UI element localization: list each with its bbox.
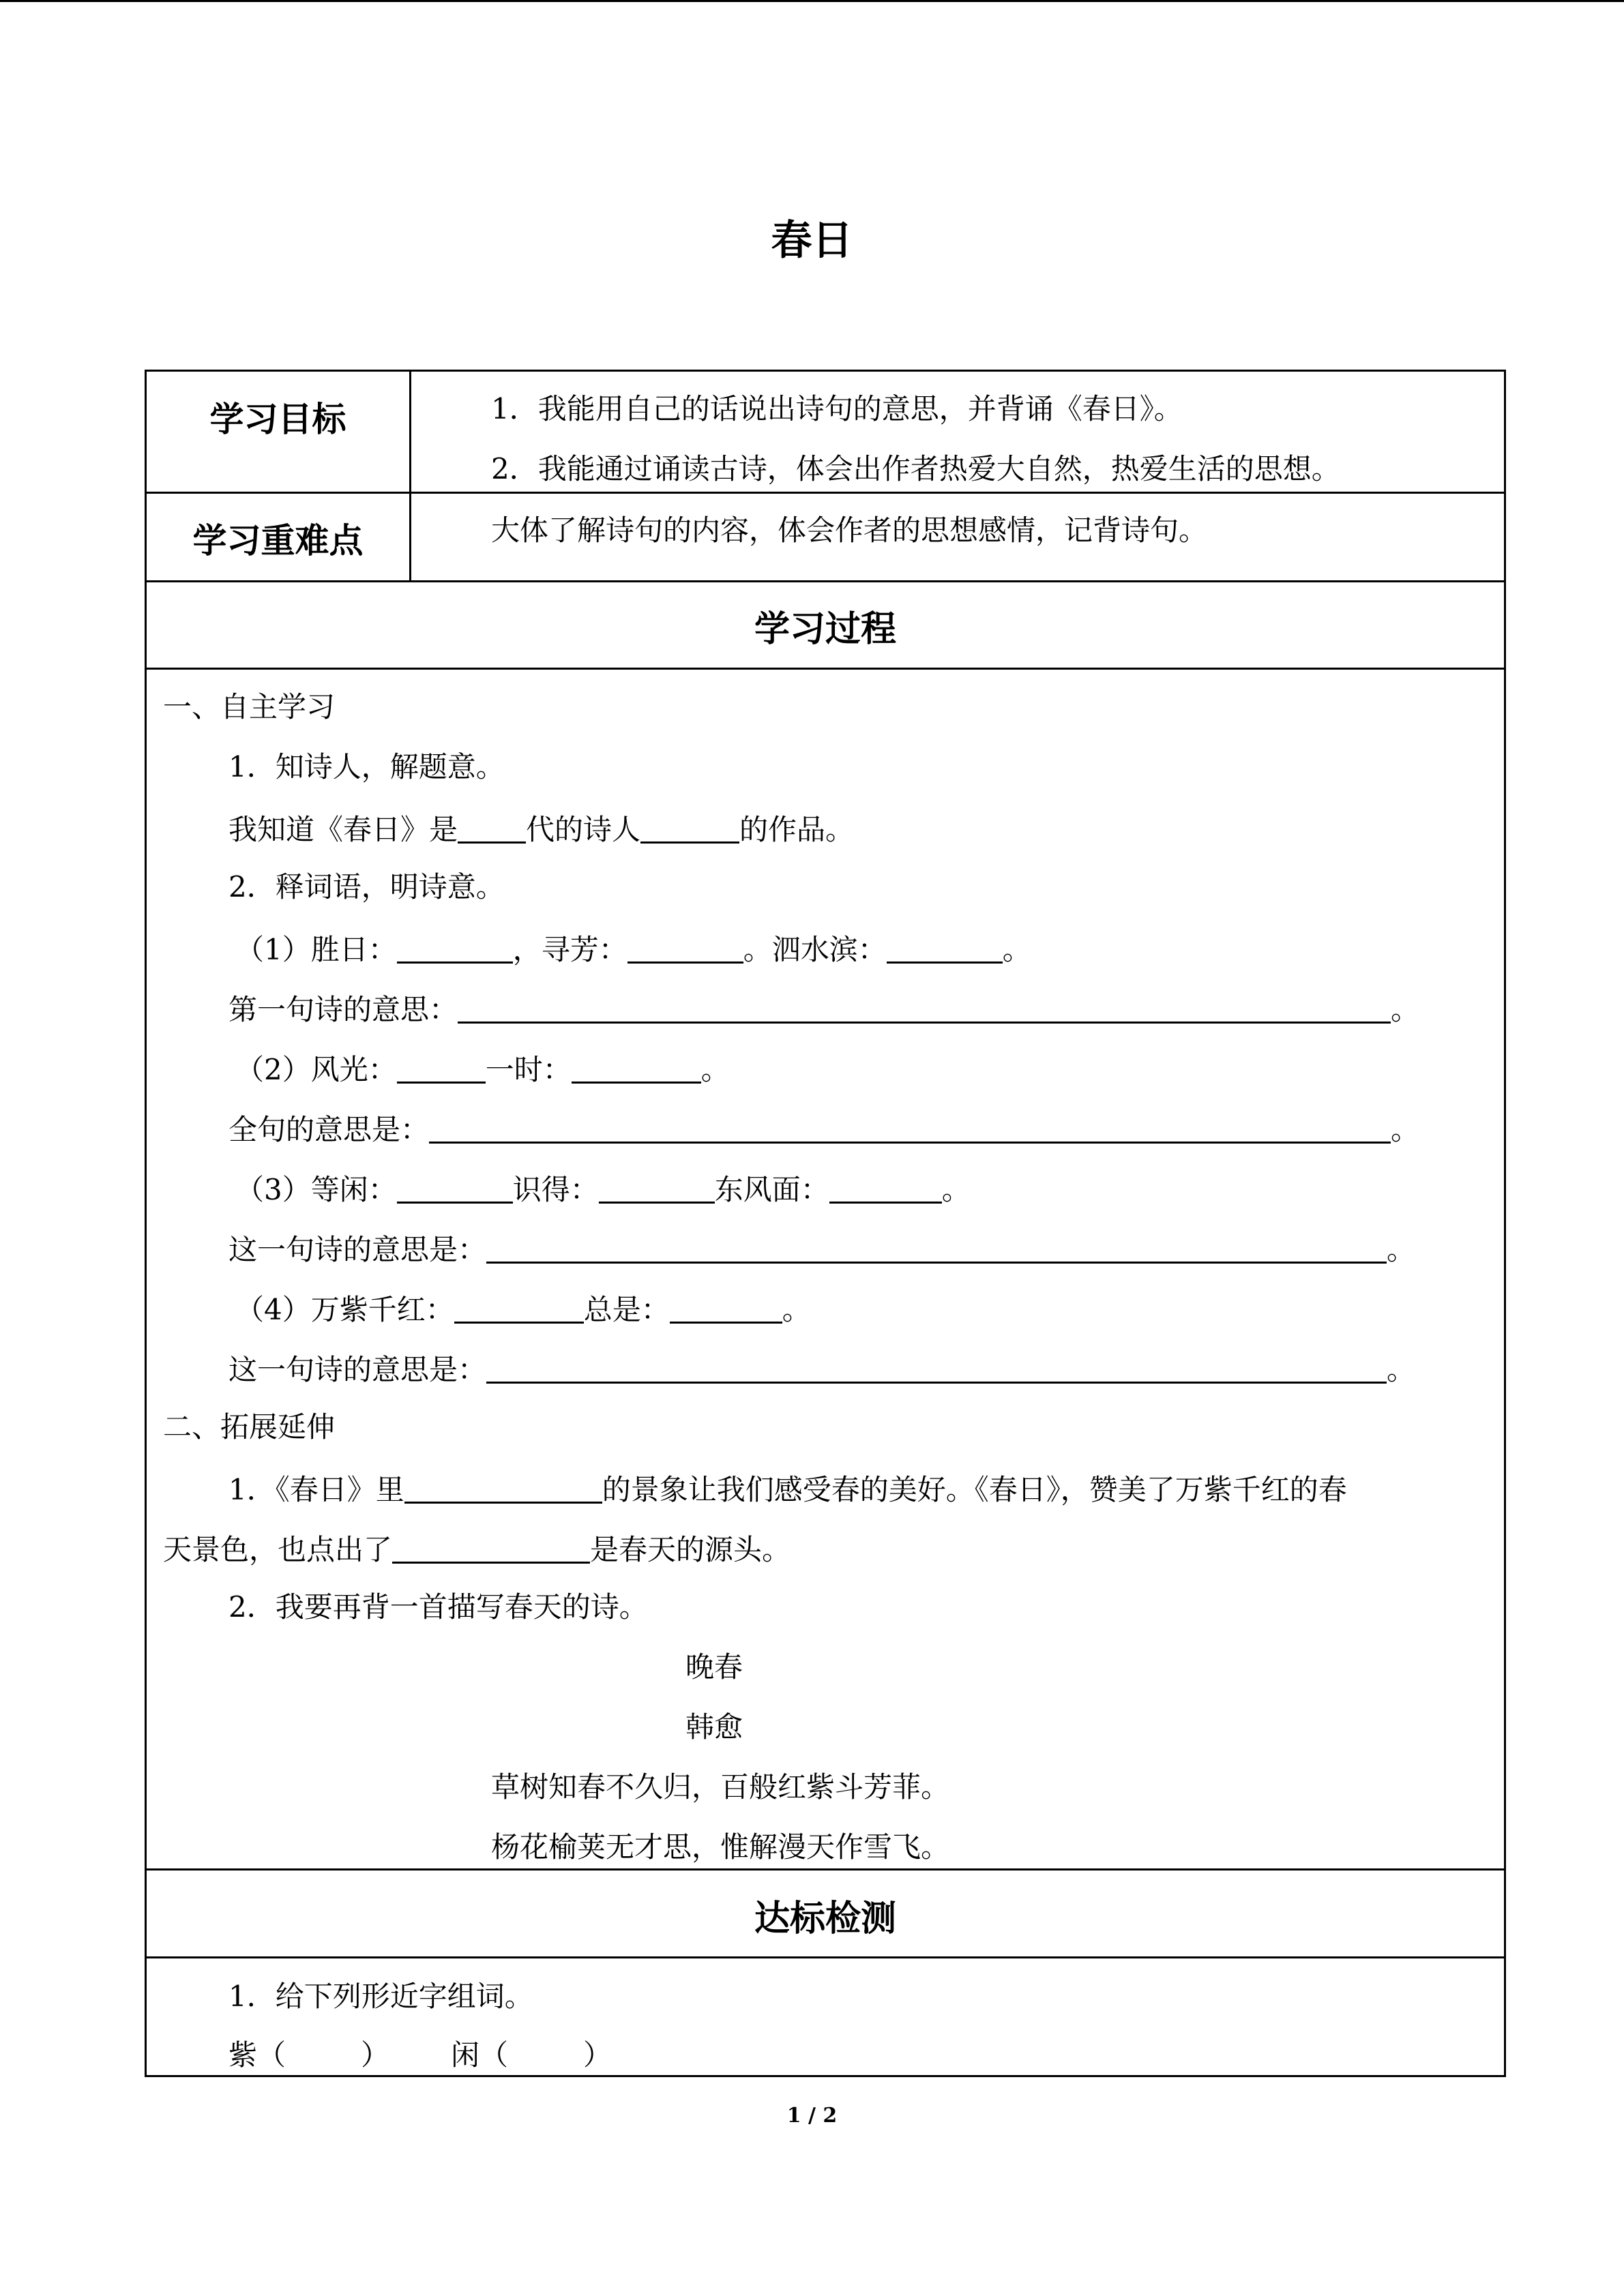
answer-blank-dynasty[interactable] bbox=[458, 813, 526, 844]
test-header: 达标检测 bbox=[754, 1898, 896, 1939]
word-set-2: （2）风光： 一时： 。 bbox=[235, 1053, 730, 1086]
meaning-4: 这一句诗的意思是： 。 bbox=[228, 1353, 1416, 1386]
extension-1: 1．《春日》里 的景象让我们感受春的美好。《春日》，赞美了万紫千红的春 bbox=[228, 1473, 1347, 1506]
section-1-title: 一、自主学习 bbox=[163, 690, 336, 724]
answer-line[interactable] bbox=[429, 1113, 1391, 1144]
top-border bbox=[0, 0, 1624, 2]
answer-blank[interactable] bbox=[404, 1473, 602, 1504]
answer-blank[interactable] bbox=[572, 1053, 701, 1084]
objective-1: 1．我能用自己的话说出诗句的意思，并背诵《春日》。 bbox=[491, 392, 1183, 426]
question-2: 2．释词语，明诗意。 bbox=[228, 870, 505, 904]
answer-blank[interactable] bbox=[397, 933, 513, 964]
word-set-4: （4）万紫千红： 总是： 。 bbox=[235, 1293, 811, 1326]
section-2-title: 二、拓展延伸 bbox=[163, 1410, 336, 1444]
column-divider bbox=[409, 372, 411, 492]
word-set-3: （3）等闲： 识得： 东风面： 。 bbox=[235, 1173, 971, 1206]
row-divider bbox=[147, 1956, 1504, 1958]
objective-2: 2．我能通过诵读古诗，体会出作者热爱大自然，热爱生活的思想。 bbox=[491, 452, 1340, 486]
column-divider bbox=[409, 492, 411, 580]
answer-blank[interactable] bbox=[829, 1173, 942, 1204]
question-1-fill: 我知道《春日》是 代的诗人 的作品。 bbox=[228, 813, 855, 846]
answer-blank[interactable] bbox=[397, 1053, 486, 1084]
test-question-1-items: 紫（ ） 闲（ ） bbox=[228, 2038, 612, 2072]
key-points-text: 大体了解诗句的内容，体会作者的思想感情，记背诗句。 bbox=[491, 513, 1208, 547]
extension-1-cont: 天景色，也点出了 是春天的源头。 bbox=[163, 1533, 791, 1566]
answer-blank[interactable] bbox=[887, 933, 1003, 964]
test-question-1: 1．给下列形近字组词。 bbox=[228, 1980, 533, 2013]
answer-blank[interactable] bbox=[397, 1173, 513, 1204]
answer-line[interactable] bbox=[458, 993, 1391, 1024]
answer-line[interactable] bbox=[486, 1233, 1387, 1264]
page-title: 春日 bbox=[771, 217, 853, 265]
answer-blank[interactable] bbox=[454, 1293, 584, 1324]
answer-blank[interactable] bbox=[628, 933, 743, 964]
key-points-label: 学习重难点 bbox=[192, 521, 364, 561]
meaning-2: 全句的意思是： 。 bbox=[228, 1113, 1420, 1146]
meaning-1: 第一句诗的意思： 。 bbox=[228, 993, 1420, 1026]
row-divider bbox=[147, 492, 1504, 494]
process-header: 学习过程 bbox=[754, 609, 896, 650]
poem-title: 晚春 bbox=[685, 1650, 743, 1684]
answer-blank[interactable] bbox=[392, 1533, 590, 1564]
row-divider bbox=[147, 668, 1504, 670]
extension-2: 2．我要再背一首描写春天的诗。 bbox=[228, 1590, 648, 1624]
worksheet-table bbox=[145, 370, 1506, 2077]
answer-line[interactable] bbox=[486, 1353, 1387, 1384]
meaning-3: 这一句诗的意思是： 。 bbox=[228, 1233, 1416, 1266]
objectives-label: 学习目标 bbox=[209, 400, 346, 439]
answer-blank-poet[interactable] bbox=[640, 813, 739, 844]
page-number: 1 / 2 bbox=[786, 2104, 838, 2128]
poem-author: 韩愈 bbox=[685, 1710, 743, 1744]
word-set-1: （1）胜日： ，寻芳： 。泗水滨： 。 bbox=[235, 933, 1031, 966]
answer-blank[interactable] bbox=[670, 1293, 782, 1324]
question-1: 1．知诗人，解题意。 bbox=[228, 750, 505, 784]
answer-blank[interactable] bbox=[599, 1173, 715, 1204]
row-divider bbox=[147, 580, 1504, 582]
row-divider bbox=[147, 1868, 1504, 1870]
poem-line-1: 草树知春不久归，百般红紫斗芳菲。 bbox=[491, 1770, 950, 1804]
poem-line-2: 杨花榆荚无才思，惟解漫天作雪飞。 bbox=[491, 1830, 950, 1864]
